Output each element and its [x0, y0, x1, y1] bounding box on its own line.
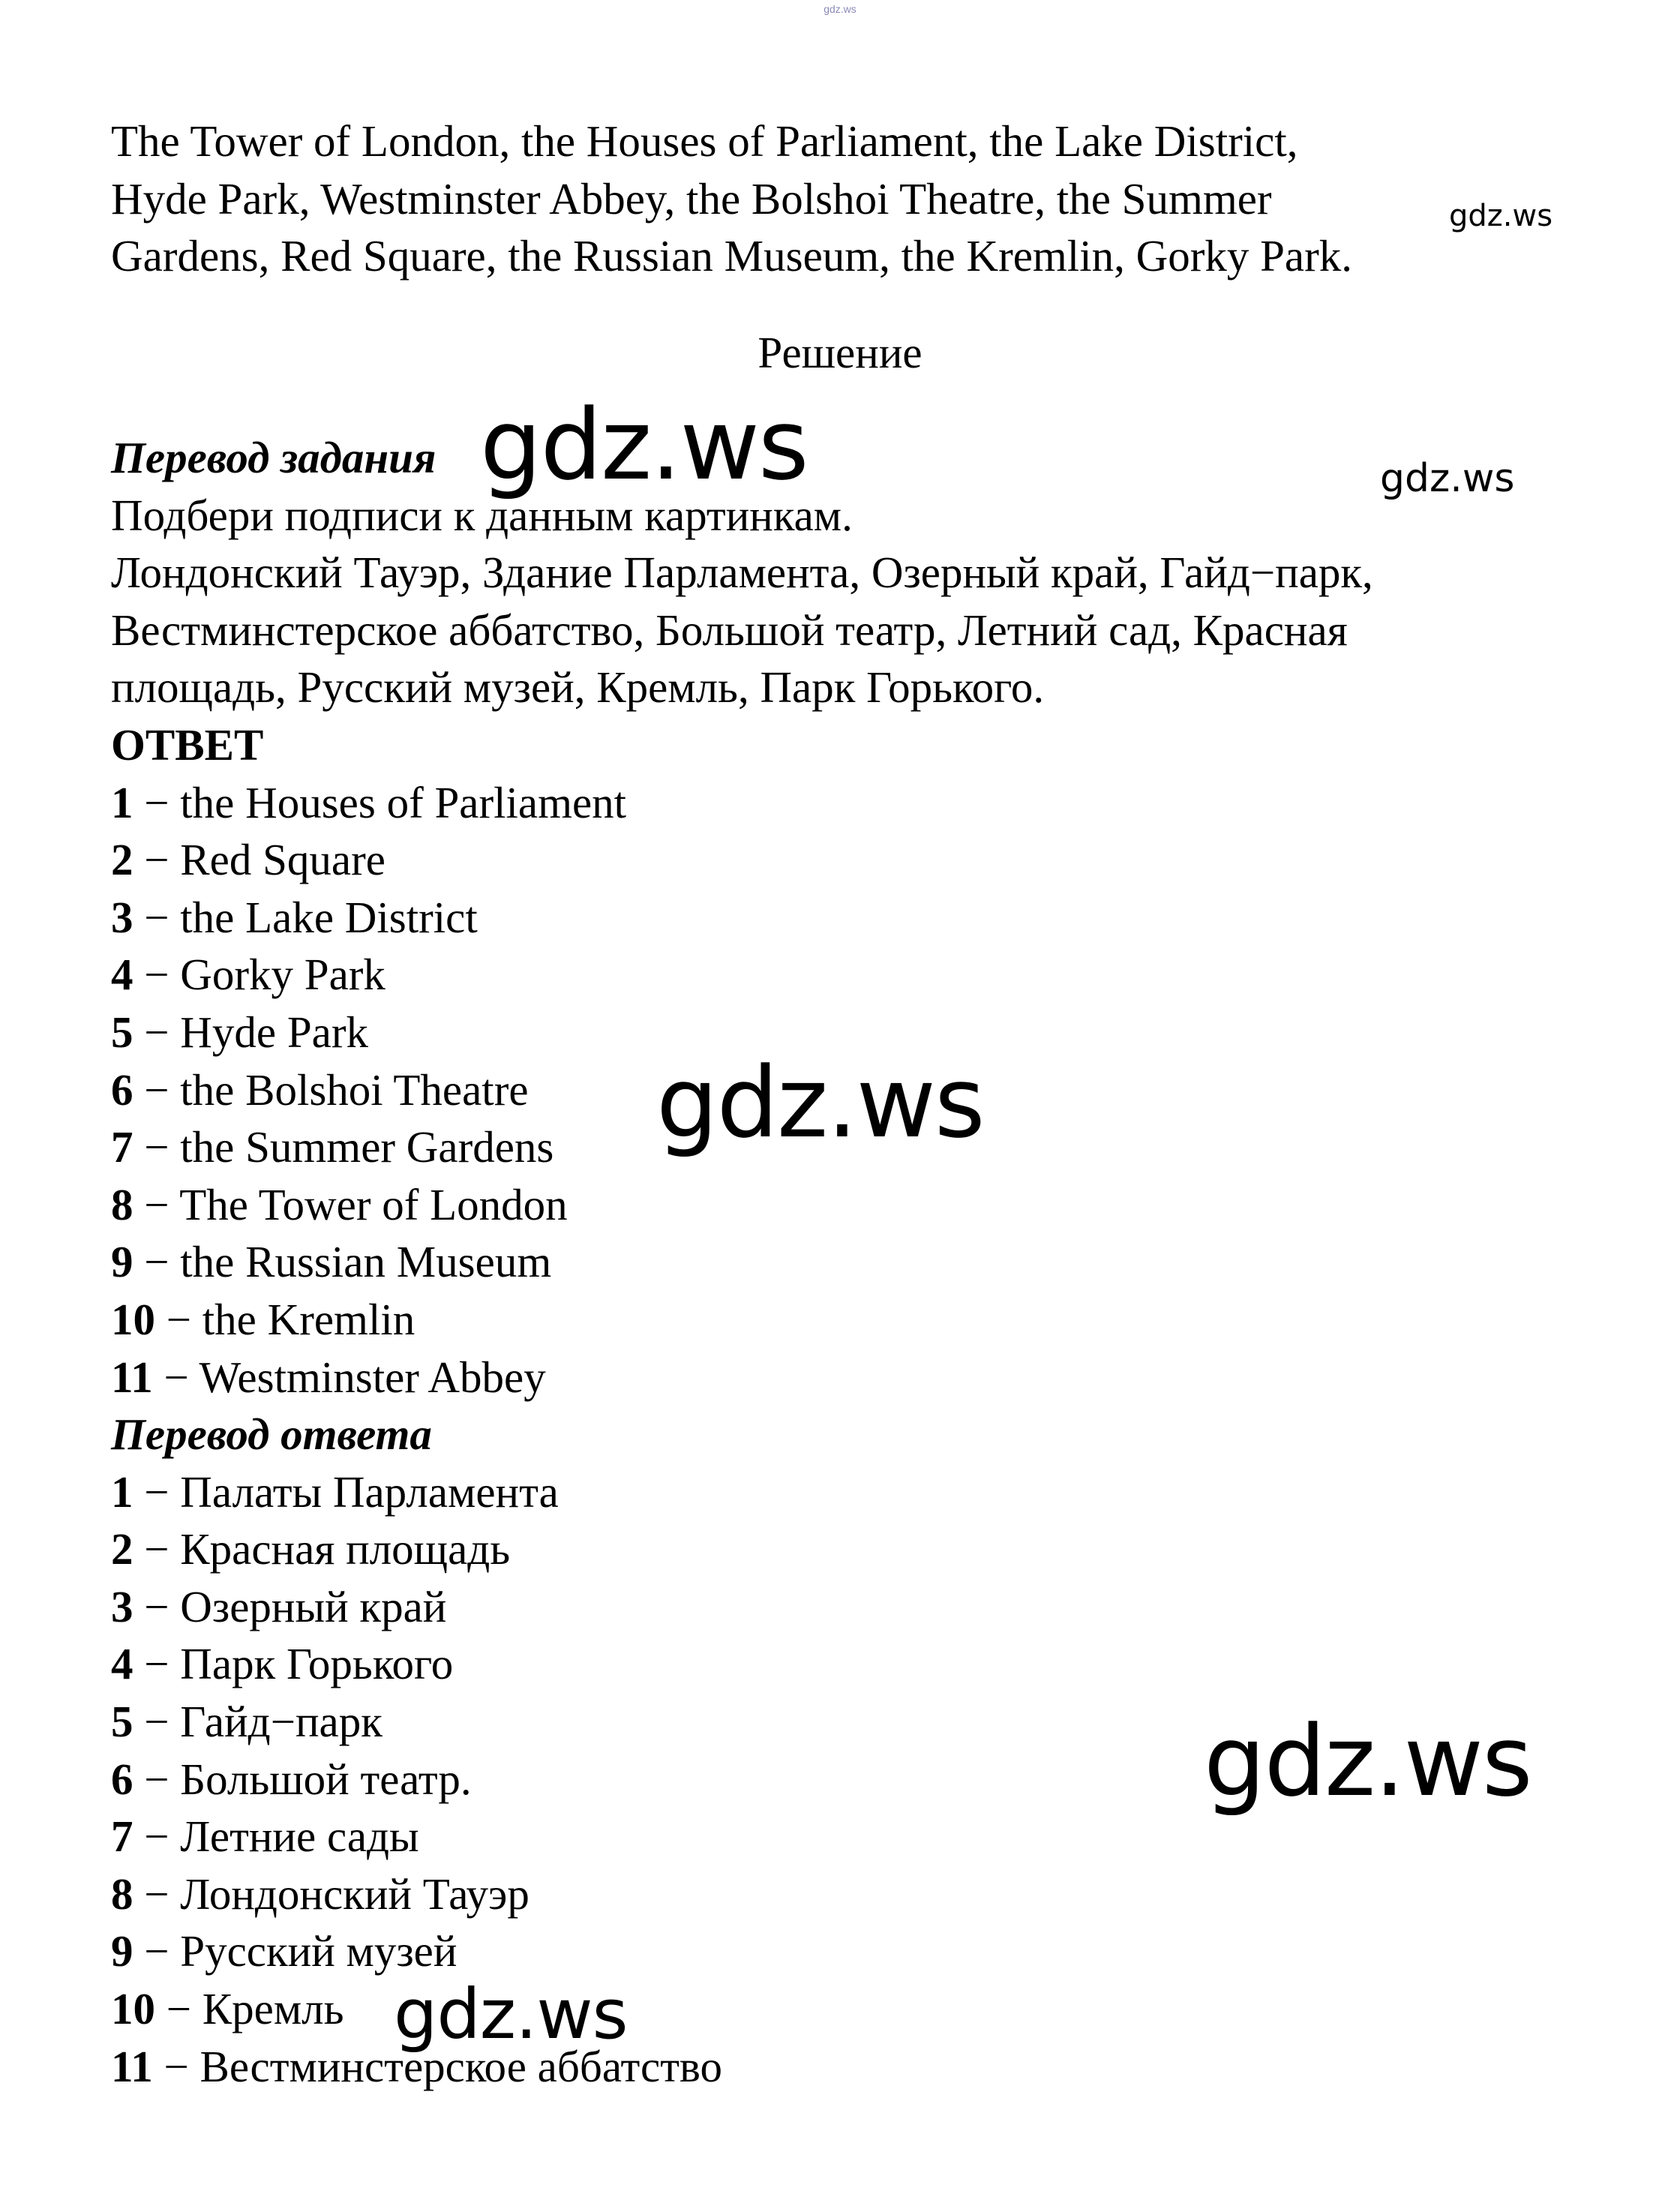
top-watermark: gdz.ws [824, 3, 856, 15]
list-item [111, 1808, 1373, 1865]
item-number: 3 [111, 892, 134, 942]
item-number: 9 [111, 1926, 134, 1976]
item-text: − Лондонский Тауэр [133, 1868, 530, 1919]
list-item [111, 1635, 1373, 1693]
item-number: 11 [111, 1352, 153, 1402]
list-item [111, 1751, 1373, 1808]
item-text: − the Kremlin [155, 1294, 416, 1344]
list-item [111, 889, 1373, 947]
list-item [111, 1463, 1373, 1521]
task-text [111, 113, 1352, 285]
list-item [111, 1980, 1373, 2038]
item-text: − Westminster Abbey [152, 1352, 546, 1402]
item-text: − Red Square [133, 835, 386, 885]
item-number: 9 [111, 1237, 134, 1287]
item-number: 10 [111, 1984, 155, 2034]
item-number: 4 [111, 1639, 134, 1689]
item-text: − The Tower of London [133, 1179, 568, 1229]
item-number: 2 [111, 835, 134, 885]
item-number: 3 [111, 1581, 134, 1631]
answer-translation-list [111, 1463, 1373, 2096]
watermark: gdz.ws [656, 1046, 984, 1160]
watermark: gdz.ws [1380, 456, 1515, 501]
list-item [111, 1865, 1373, 1923]
item-text: − the Russian Museum [133, 1237, 552, 1287]
solution-heading: Решение [758, 328, 922, 377]
item-number: 1 [111, 1466, 134, 1517]
item-text: − Hyde Park [133, 1007, 368, 1057]
list-item [111, 1922, 1373, 1980]
answer-translation-heading: Перевод ответа [111, 1409, 432, 1460]
solution-body [111, 429, 1373, 2095]
list-item [111, 2038, 1373, 2096]
translation-line: Лондонский Тауэр, Здание Парламента, Озерный край, Гайд−парк, [111, 548, 1373, 598]
list-item [111, 774, 1373, 832]
item-number: 10 [111, 1294, 155, 1344]
task-line: Gardens, Red Square, the Russian Museum, the Kremlin, Gorky Park. [111, 231, 1352, 281]
item-text: − Вестминстерское аббатство [152, 2041, 722, 2091]
translation-line: площадь, Русский музей, Кремль, Парк Горького. [111, 662, 1045, 713]
watermark: gdz.ws [480, 388, 808, 502]
item-number: 1 [111, 777, 134, 827]
list-item [111, 1176, 1373, 1234]
list-item [111, 1693, 1373, 1751]
item-text: − Парк Горького [133, 1639, 454, 1689]
translation-line: Подбери подписи к данным картинкам. [111, 490, 853, 540]
item-number: 2 [111, 1524, 134, 1574]
item-text: − Gorky Park [133, 950, 386, 1000]
item-number: 7 [111, 1122, 134, 1172]
watermark: gdz.ws [1449, 199, 1553, 233]
item-number: 11 [111, 2041, 153, 2091]
watermark: gdz.ws [394, 1974, 628, 2054]
task-line: The Tower of London, the Houses of Parliament, the Lake District, [111, 116, 1298, 166]
item-text: − Кремль [155, 1984, 344, 2034]
item-number: 8 [111, 1868, 134, 1919]
item-number: 4 [111, 950, 134, 1000]
list-item [111, 1233, 1373, 1291]
item-text: − Красная площадь [133, 1524, 511, 1574]
item-number: 8 [111, 1179, 134, 1229]
watermark: gdz.ws [1204, 1704, 1532, 1818]
translation-line: Вестминстерское аббатство, Большой театр, Летний сад, Красная [111, 605, 1348, 655]
item-number: 5 [111, 1697, 134, 1747]
item-text: − the Houses of Parliament [133, 777, 627, 827]
task-line: Hyde Park, Westminster Abbey, the Bolshoi Theatre, the Summer [111, 173, 1272, 224]
list-item [111, 1291, 1373, 1349]
answer-heading: ОТВЕТ [111, 719, 264, 770]
list-item [111, 1578, 1373, 1636]
item-text: − Летние сады [133, 1811, 419, 1862]
item-number: 6 [111, 1754, 134, 1804]
item-text: − Озерный край [133, 1581, 447, 1631]
translation-heading: Перевод задания [111, 433, 436, 482]
item-text: − Русский музей [133, 1926, 458, 1976]
item-text: − the Summer Gardens [133, 1122, 554, 1172]
item-text: − the Lake District [133, 892, 478, 942]
list-item [111, 946, 1373, 1004]
item-text: − Гайд−парк [133, 1697, 382, 1747]
item-number: 5 [111, 1007, 134, 1057]
item-text: − Палаты Парламента [133, 1466, 559, 1517]
item-text: − Большой театр. [133, 1754, 472, 1804]
list-item [111, 1520, 1373, 1578]
item-number: 7 [111, 1811, 134, 1862]
list-item [111, 1349, 1373, 1406]
list-item [111, 831, 1373, 889]
item-number: 6 [111, 1064, 134, 1115]
item-text: − the Bolshoi Theatre [133, 1064, 529, 1115]
